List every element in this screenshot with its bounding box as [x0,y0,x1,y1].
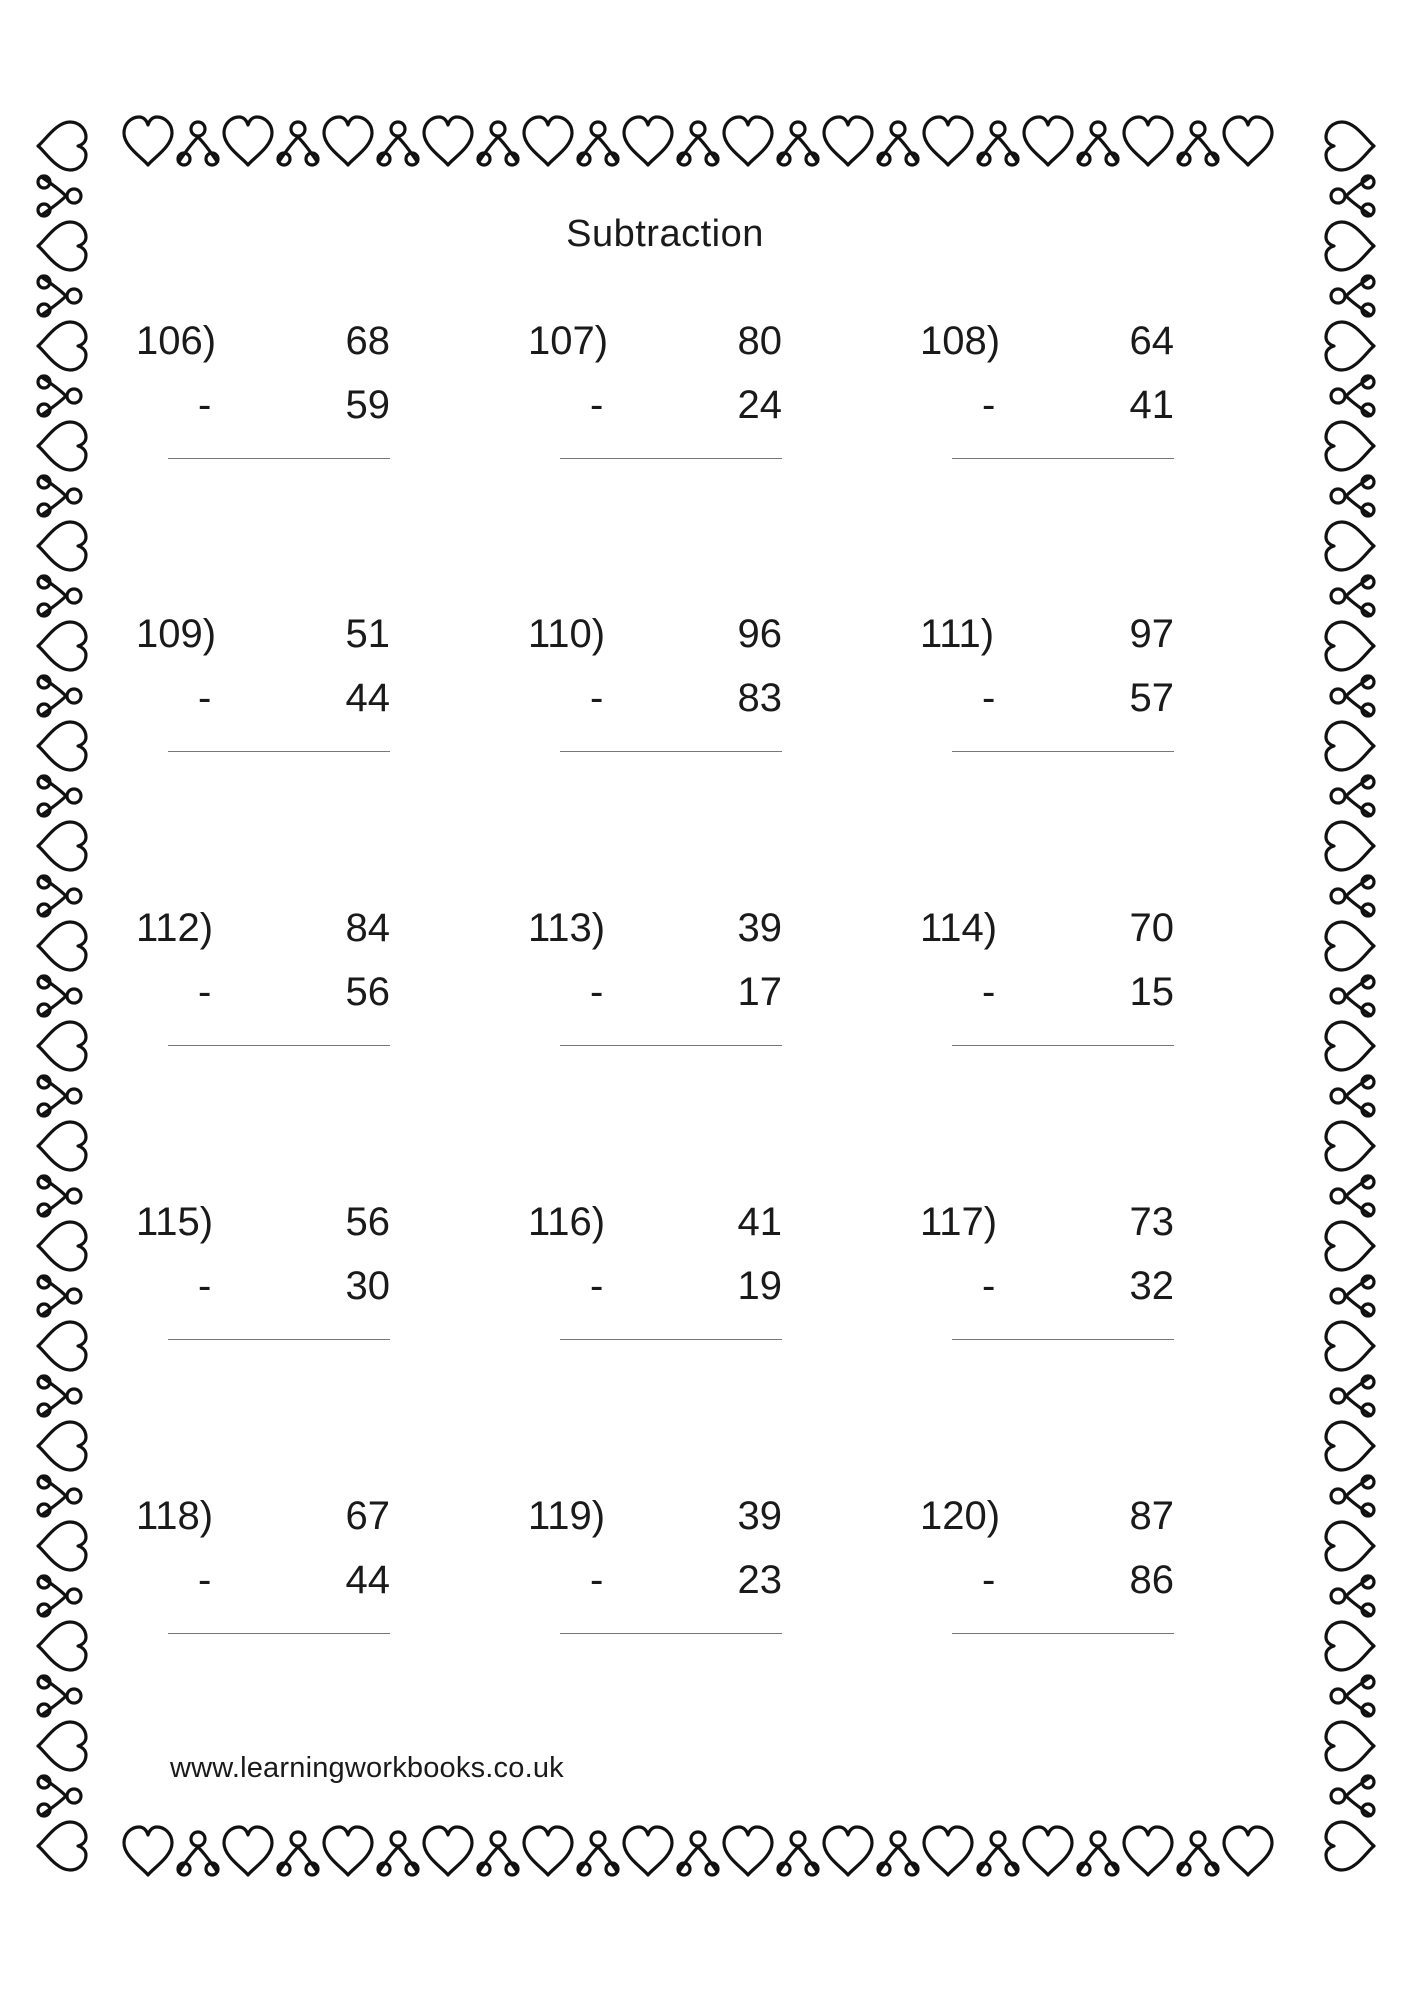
loop-ornament-icon [878,1832,918,1875]
heart-icon [1326,1322,1374,1370]
minuend: 97 [1129,612,1174,656]
heart-icon [324,1827,372,1875]
heart-icon [224,117,272,165]
heart-icon [38,522,86,570]
loop-ornament-icon [38,376,81,416]
heart-icon [724,1827,772,1875]
heart-icon [124,1827,172,1875]
loop-ornament-icon [1078,1832,1118,1875]
border-left-hearts [38,122,86,1870]
loop-ornament-icon [1331,976,1374,1016]
loop-ornament-icon [178,1832,218,1875]
subtrahend: 44 [345,1558,390,1602]
loop-ornament-icon [38,1676,81,1716]
answer-line[interactable] [560,751,782,752]
problem-number: 112) [136,906,214,950]
heart-icon [1326,1122,1374,1170]
loop-ornament-icon [978,122,1018,165]
problem-6 [920,610,1220,780]
heart-icon [1024,117,1072,165]
subtrahend: 23 [737,1558,782,1602]
loop-ornament-icon [1331,1076,1374,1116]
problem-10 [136,1198,436,1368]
answer-line[interactable] [168,1045,390,1046]
problem-number: 107) [528,319,609,363]
answer-line[interactable] [952,1045,1174,1046]
loop-ornament-icon [578,1832,618,1875]
heart-icon [1326,1522,1374,1570]
heart-icon [38,622,86,670]
problem-number: 114) [920,906,998,950]
heart-icon [38,1322,86,1370]
heart-icon [1024,1827,1072,1875]
minus-sign: - [982,676,996,720]
problem-number: 119) [528,1494,606,1538]
subtrahend: 19 [737,1264,782,1308]
loop-ornament-icon [1331,276,1374,316]
loop-ornament-icon [1331,1676,1374,1716]
subtrahend: 24 [737,383,782,427]
minus-sign: - [198,970,212,1014]
minus-sign: - [590,676,604,720]
loop-ornament-icon [1331,1376,1374,1416]
answer-line[interactable] [560,1045,782,1046]
answer-line[interactable] [952,1633,1174,1634]
minuend: 80 [737,319,782,363]
heart-icon [1326,222,1374,270]
minuend: 39 [737,1494,782,1538]
loop-ornament-icon [1331,476,1374,516]
answer-line[interactable] [168,1339,390,1340]
loop-ornament-icon [38,1476,81,1516]
problem-5 [528,610,828,780]
border-right-hearts [1326,122,1374,1870]
subtrahend: 15 [1129,970,1174,1014]
subtrahend: 30 [345,1264,390,1308]
answer-line[interactable] [168,751,390,752]
loop-ornament-icon [38,276,81,316]
heart-icon [1326,922,1374,970]
loop-ornament-icon [278,1832,318,1875]
heart-icon [38,1622,86,1670]
loop-ornament-icon [1331,176,1374,216]
loop-ornament-icon [1331,1276,1374,1316]
loop-ornament-icon [38,1076,81,1116]
subtrahend: 83 [737,676,782,720]
heart-icon [38,322,86,370]
minuend: 87 [1129,1494,1174,1538]
loop-ornament-icon [38,1376,81,1416]
border-top-hearts [124,117,1272,165]
loop-ornament-icon [38,176,81,216]
minus-sign: - [982,383,996,427]
loop-ornament-icon [1078,122,1118,165]
minus-sign: - [198,676,212,720]
loop-ornament-icon [1331,1476,1374,1516]
border-bottom-hearts [124,1827,1272,1875]
loop-ornament-icon [1178,122,1218,165]
heart-icon [624,1827,672,1875]
answer-line[interactable] [560,1633,782,1634]
minuend: 68 [345,319,390,363]
answer-line[interactable] [560,458,782,459]
problem-3 [920,317,1220,487]
heart-icon [1326,1722,1374,1770]
problem-12 [920,1198,1220,1368]
loop-ornament-icon [1331,876,1374,916]
loop-ornament-icon [678,122,718,165]
heart-icon [1326,1222,1374,1270]
loop-ornament-icon [38,476,81,516]
loop-ornament-icon [478,1832,518,1875]
loop-ornament-icon [578,122,618,165]
problem-2 [528,317,828,487]
heart-icon [924,1827,972,1875]
problem-4 [136,610,436,780]
loop-ornament-icon [1331,1776,1374,1816]
heart-icon [1326,822,1374,870]
problem-number: 118) [136,1494,214,1538]
heart-icon [524,1827,572,1875]
minuend: 39 [737,906,782,950]
loop-ornament-icon [38,1276,81,1316]
heart-icon [38,1522,86,1570]
answer-line[interactable] [560,1339,782,1340]
loop-ornament-icon [678,1832,718,1875]
heart-icon [424,1827,472,1875]
minus-sign: - [198,383,212,427]
heart-icon [38,822,86,870]
loop-ornament-icon [1331,576,1374,616]
loop-ornament-icon [38,776,81,816]
minus-sign: - [590,1558,604,1602]
loop-ornament-icon [478,122,518,165]
heart-icon [424,117,472,165]
loop-ornament-icon [978,1832,1018,1875]
minuend: 41 [737,1200,782,1244]
heart-icon [1326,1822,1374,1870]
loop-ornament-icon [878,122,918,165]
loop-ornament-icon [38,676,81,716]
minus-sign: - [982,970,996,1014]
minus-sign: - [590,383,604,427]
problem-number: 120) [920,1494,1001,1538]
minus-sign: - [982,1558,996,1602]
subtrahend: 86 [1129,1558,1174,1602]
heart-icon [124,117,172,165]
answer-line[interactable] [952,458,1174,459]
problem-number: 110) [528,612,606,656]
problem-7 [136,904,436,1074]
minus-sign: - [982,1264,996,1308]
loop-ornament-icon [1331,1176,1374,1216]
heart-icon [224,1827,272,1875]
minuend: 70 [1129,906,1174,950]
loop-ornament-icon [38,976,81,1016]
loop-ornament-icon [778,122,818,165]
heart-icon [1326,722,1374,770]
minuend: 56 [345,1200,390,1244]
problem-number: 116) [528,1200,606,1244]
problem-number: 111) [920,612,995,656]
heart-icon [1326,1422,1374,1470]
heart-icon [1124,117,1172,165]
subtrahend: 17 [737,970,782,1014]
loop-ornament-icon [38,1776,81,1816]
heart-icon [38,122,86,170]
heart-icon [1326,322,1374,370]
loop-ornament-icon [178,122,218,165]
subtrahend: 41 [1129,383,1174,427]
answer-line[interactable] [168,1633,390,1634]
answer-line[interactable] [952,751,1174,752]
heart-icon [1224,1827,1272,1875]
problem-13 [136,1492,436,1662]
minuend: 67 [345,1494,390,1538]
heart-icon [1326,1022,1374,1070]
loop-ornament-icon [1331,776,1374,816]
problem-number: 108) [920,319,1001,363]
answer-line[interactable] [952,1339,1174,1340]
subtrahend: 59 [345,383,390,427]
heart-icon [38,1022,86,1070]
subtrahend: 56 [345,970,390,1014]
loop-ornament-icon [1331,376,1374,416]
heart-icon [824,1827,872,1875]
problem-number: 117) [920,1200,998,1244]
minuend: 64 [1129,319,1174,363]
minuend: 96 [737,612,782,656]
minuend: 84 [345,906,390,950]
heart-icon [924,117,972,165]
problem-15 [920,1492,1220,1662]
loop-ornament-icon [38,576,81,616]
problem-14 [528,1492,828,1662]
minus-sign: - [590,1264,604,1308]
loop-ornament-icon [38,1176,81,1216]
loop-ornament-icon [278,122,318,165]
heart-icon [38,422,86,470]
heart-icon [1326,422,1374,470]
worksheet-title: Subtraction [566,213,764,255]
subtrahend: 57 [1129,676,1174,720]
loop-ornament-icon [378,1832,418,1875]
heart-icon [38,722,86,770]
minuend: 73 [1129,1200,1174,1244]
heart-icon [1326,1622,1374,1670]
heart-icon [724,117,772,165]
problem-number: 115) [136,1200,214,1244]
heart-icon [38,1822,86,1870]
minus-sign: - [590,970,604,1014]
problem-8 [528,904,828,1074]
website-footer: www.learningworkbooks.co.uk [170,1752,564,1784]
heart-icon [38,1122,86,1170]
loop-ornament-icon [778,1832,818,1875]
heart-icon [38,1422,86,1470]
loop-ornament-icon [1178,1832,1218,1875]
problem-number: 106) [136,319,217,363]
heart-icon [1326,622,1374,670]
heart-icon [1326,522,1374,570]
loop-ornament-icon [1331,1576,1374,1616]
heart-icon [1326,122,1374,170]
heart-icon [38,1222,86,1270]
loop-ornament-icon [38,876,81,916]
heart-icon [1224,117,1272,165]
heart-icon [524,117,572,165]
problem-number: 113) [528,906,606,950]
loop-ornament-icon [378,122,418,165]
heart-icon [1124,1827,1172,1875]
heart-icon [38,1722,86,1770]
loop-ornament-icon [38,1576,81,1616]
heart-icon [38,922,86,970]
heart-icon [624,117,672,165]
problem-9 [920,904,1220,1074]
problem-1 [136,317,436,487]
subtrahend: 44 [345,676,390,720]
problem-number: 109) [136,612,217,656]
heart-icon [824,117,872,165]
problem-11 [528,1198,828,1368]
minuend: 51 [345,612,390,656]
subtrahend: 32 [1129,1264,1174,1308]
loop-ornament-icon [1331,676,1374,716]
minus-sign: - [198,1558,212,1602]
answer-line[interactable] [168,458,390,459]
minus-sign: - [198,1264,212,1308]
heart-icon [324,117,372,165]
